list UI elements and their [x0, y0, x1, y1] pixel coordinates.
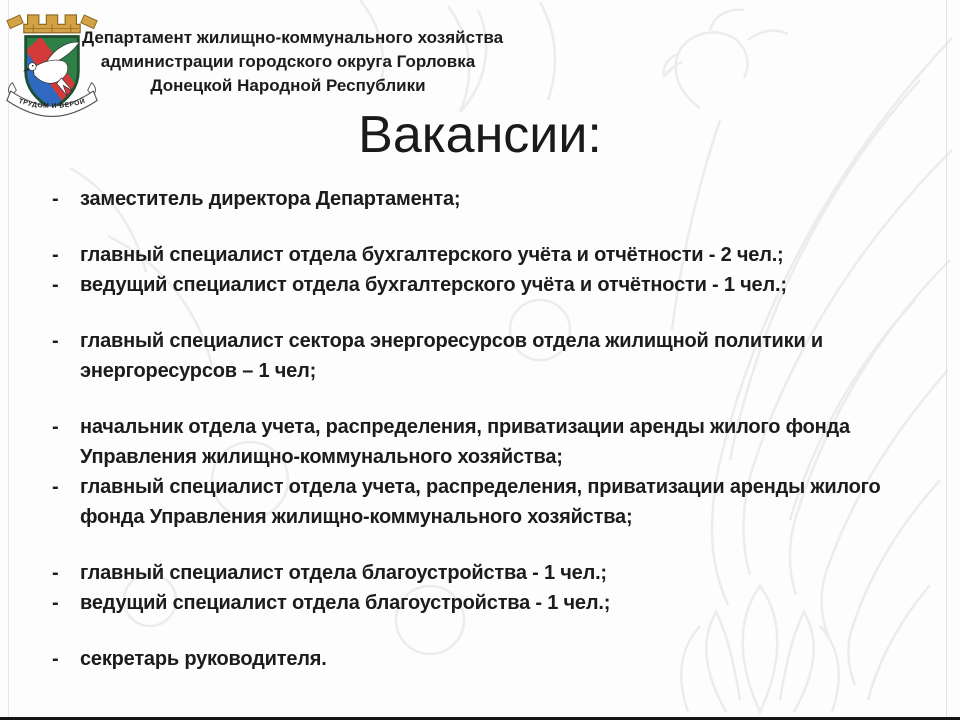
vacancy-text: главный специалист отдела бухгалтерского учёта и отчётности - 2 чел.;: [80, 244, 784, 266]
vacancy-text: ведущий специалист отдела бухгалтерского учёта и отчётности - 1 чел.;: [80, 274, 787, 296]
list-item: [52, 240, 900, 270]
dash-bullet: -: [52, 188, 59, 210]
vacancy-group: [52, 558, 900, 618]
vacancy-text: главный специалист отдела учета, распределения, приватизации аренды жилого фонда Управления жилищно-коммунального хозяйства;: [80, 476, 881, 528]
list-item: [52, 472, 900, 532]
dash-bullet: -: [52, 274, 59, 296]
list-item: [52, 644, 900, 674]
org-line-1: Департамент жилищно-коммунального хозяйства: [82, 28, 504, 47]
list-item: [52, 558, 900, 588]
vacancy-group: [52, 240, 900, 300]
vacancy-group: [52, 326, 900, 386]
vacancy-group: [52, 412, 900, 532]
dash-bullet: -: [52, 592, 59, 614]
dash-bullet: -: [52, 244, 59, 266]
vacancies-list: [52, 184, 900, 700]
motto-text: ТРУДОМ И ВЕРОЙ: [17, 97, 87, 111]
vacancy-text: заместитель директора Департамента;: [80, 188, 461, 210]
vacancy-text: главный специалист сектора энергоресурсов отдела жилищной политики и энергоресурсов – 1 чел;: [80, 330, 823, 382]
dash-bullet: -: [52, 648, 59, 670]
vacancy-text: начальник отдела учета, распределения, приватизации аренды жилого фонда Управления жилищно-коммунального хозяйства;: [80, 416, 850, 468]
vacancy-text: главный специалист отдела благоустройства - 1 чел.;: [80, 562, 607, 584]
list-item: [52, 588, 900, 618]
vacancy-group: [52, 184, 900, 214]
page-title: Вакансии:: [358, 106, 602, 164]
org-line-3: Донецкой Народной Республики: [150, 76, 426, 95]
org-line-2: администрации городского округа Горловка: [100, 52, 476, 71]
dash-bullet: -: [52, 416, 59, 438]
list-item: [52, 412, 900, 472]
dash-bullet: -: [52, 562, 59, 584]
vacancy-text: секретарь руководителя.: [80, 648, 327, 670]
dash-bullet: -: [52, 476, 59, 498]
list-item: [52, 184, 900, 214]
list-item: [52, 326, 900, 386]
list-item: [52, 270, 900, 300]
org-header: [82, 26, 504, 98]
vacancy-text: ведущий специалист отдела благоустройства - 1 чел.;: [80, 592, 611, 614]
vacancy-group: [52, 644, 900, 674]
dash-bullet: -: [52, 330, 59, 352]
